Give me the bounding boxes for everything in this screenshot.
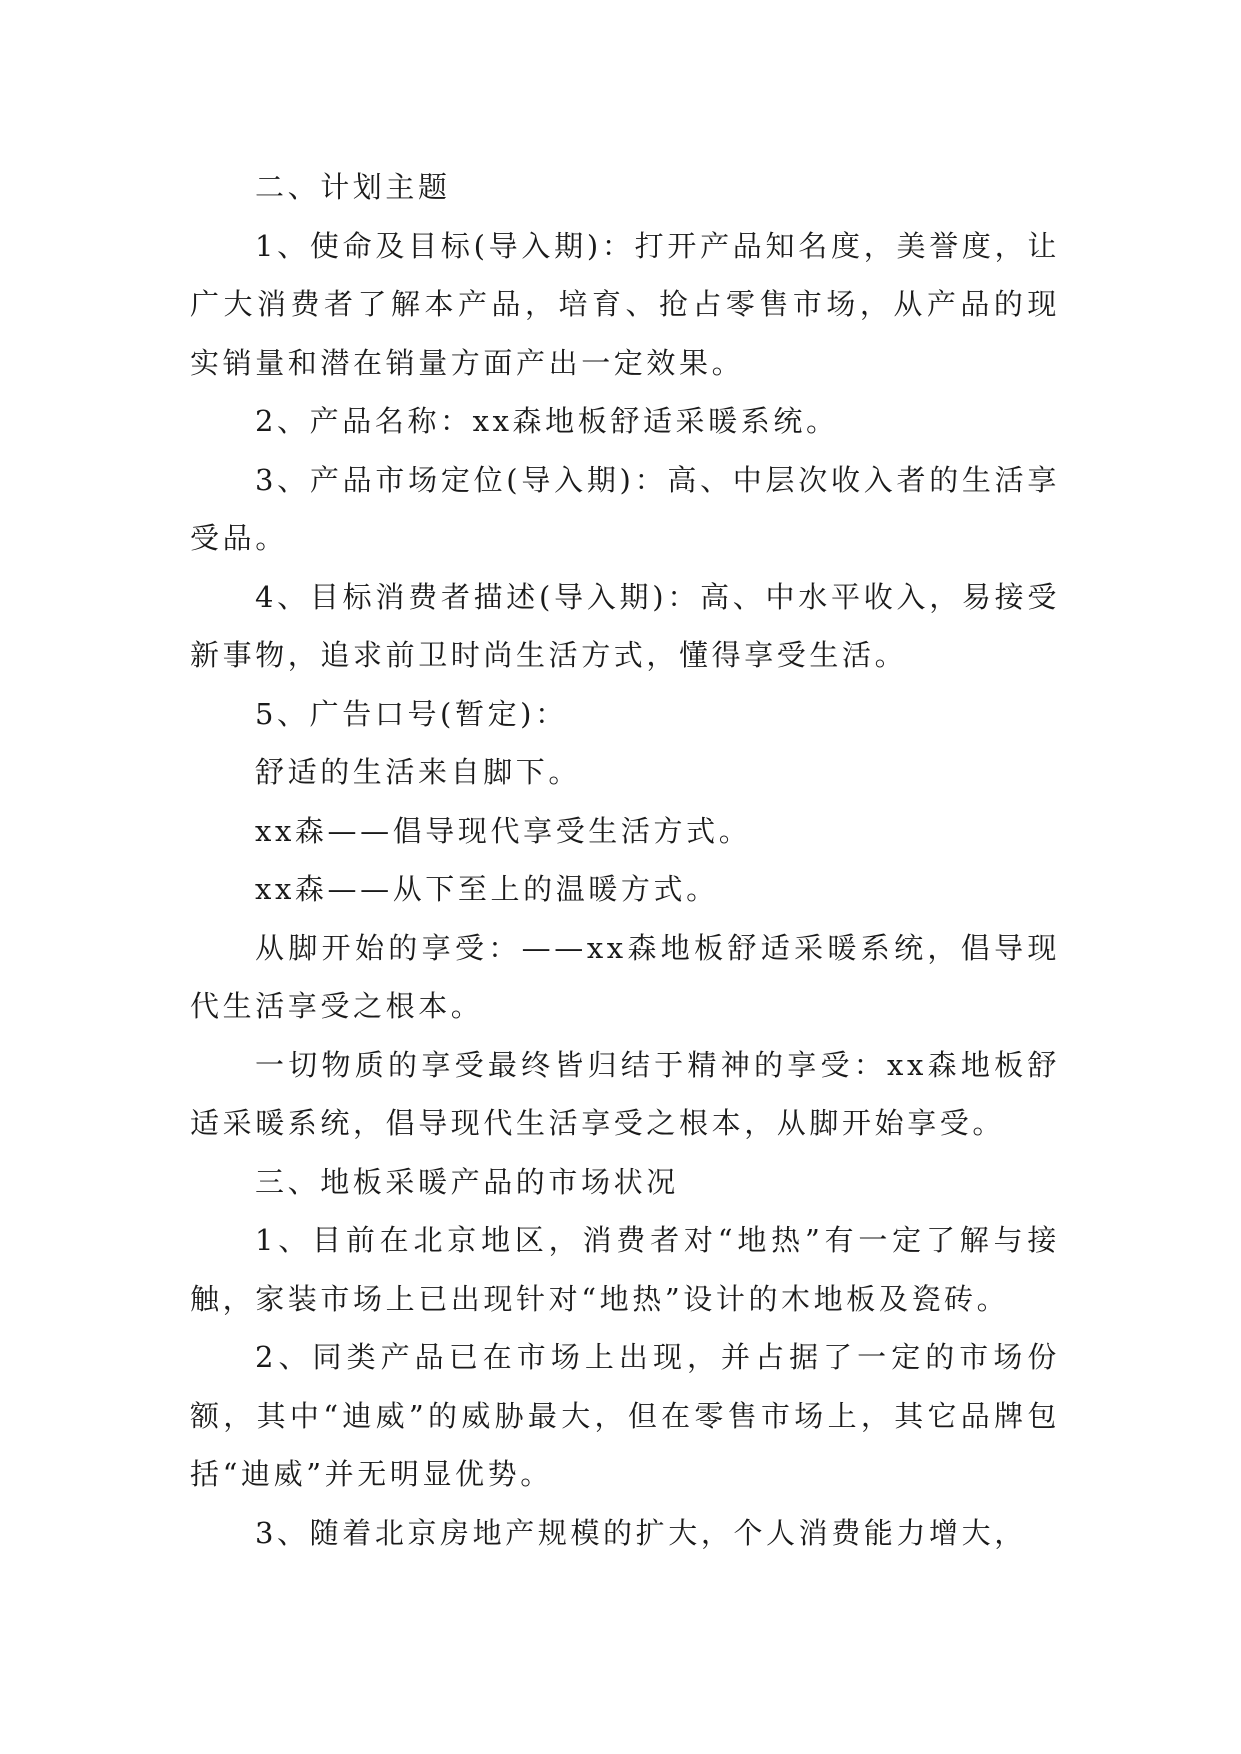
slogan-line-2: xx森——倡导现代享受生活方式。	[255, 813, 752, 848]
paragraph-market-point-2: 2、同类产品已在市场上出现，并占据了一定的市场份额，其中“迪威”的威胁最大，但在零售市场上，其它品牌包括“迪威”并无明显优势。	[190, 1340, 1060, 1491]
paragraph-target-consumers: 4、目标消费者描述(导入期)：高、中水平收入，易接受新事物，追求前卫时尚生活方式，懂得享受生活。	[190, 579, 1060, 672]
paragraph-market-positioning: 3、产品市场定位(导入期)：高、中层次收入者的生活享受品。	[190, 462, 1060, 555]
slogan-line-3: xx森——从下至上的温暖方式。	[255, 872, 719, 906]
section-heading-market-status: 三、地板采暖产品的市场状况	[255, 1164, 679, 1199]
paragraph-slogan-heading: 5、广告口号(暂定)：	[255, 696, 568, 731]
section-heading-plan-theme: 二、计划主题	[255, 170, 451, 204]
slogan-line-1: 舒适的生活来自脚下。	[255, 755, 582, 789]
paragraph-mission-goals: 1、使命及目标(导入期)：打开产品知名度，美誉度，让广大消费者了解本产品，培育、抢占零售市场，从产品的现实销量和潜在销量方面产出一定效果。	[190, 228, 1060, 380]
paragraph-market-point-1: 1、目前在北京地区，消费者对“地热”有一定了解与接触，家装市场上已出现针对“地热”设计的木地板及瓷砖。	[190, 1223, 1060, 1316]
paragraph-product-name: 2、产品名称：xx森地板舒适采暖系统。	[255, 404, 839, 438]
slogan-line-4: 从脚开始的享受：——xx森地板舒适采暖系统，倡导现代生活享受之根本。	[190, 930, 1060, 1023]
paragraph-market-point-3: 3、随着北京房地产规模的扩大，个人消费能力增大，	[255, 1515, 1027, 1550]
document-body	[190, 158, 1060, 1562]
slogan-line-5: 一切物质的享受最终皆归结于精神的享受：xx森地板舒适采暖系统，倡导现代生活享受之根本，从脚开始享受。	[190, 1047, 1060, 1140]
